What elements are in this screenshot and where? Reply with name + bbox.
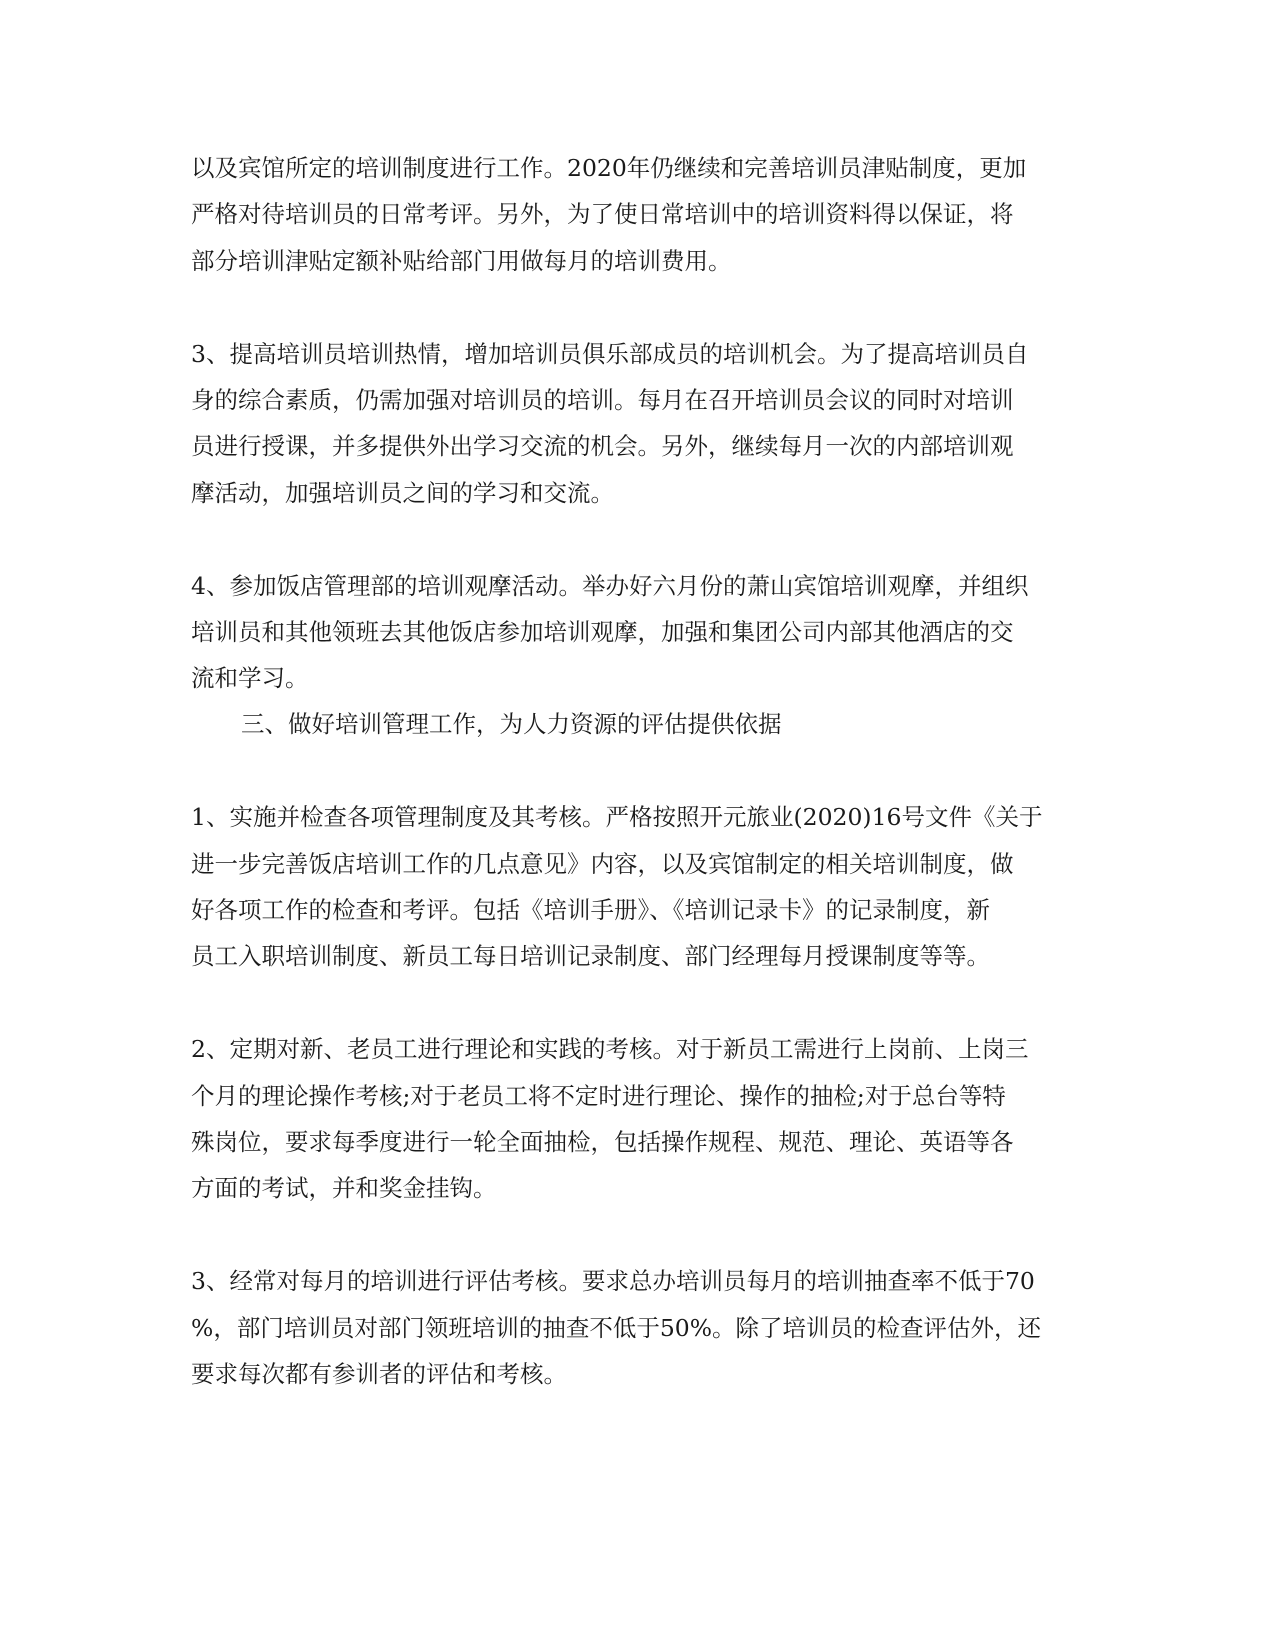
- paragraph-line: 摩活动，加强培训员之间的学习和交流。: [191, 479, 614, 507]
- paragraph-line: %，部门培训员对部门领班培训的抽查不低于50%。除了培训员的检查评估外，还: [191, 1314, 1042, 1342]
- paragraph-line: 殊岗位，要求每季度进行一轮全面抽检，包括操作规程、规范、理论、英语等各: [191, 1128, 1014, 1156]
- paragraph-line: 员工入职培训制度、新员工每日培训记录制度、部门经理每月授课制度等等。: [191, 942, 990, 970]
- paragraph-line: 方面的考试，并和奖金挂钩。: [191, 1174, 497, 1202]
- paragraph-line: 3、经常对每月的培训进行评估考核。要求总办培训员每月的培训抽查率不低于70: [191, 1267, 1035, 1295]
- paragraph-line: 培训员和其他领班去其他饭店参加培训观摩，加强和集团公司内部其他酒店的交: [191, 618, 1014, 646]
- paragraph-line: 1、实施并检查各项管理制度及其考核。严格按照开元旅业(2020)16号文件《关于: [191, 803, 1043, 831]
- paragraph-line: 流和学习。: [191, 664, 309, 692]
- paragraph-line: 进一步完善饭店培训工作的几点意见》内容，以及宾馆制定的相关培训制度，做: [191, 850, 1014, 878]
- paragraph-line: 好各项工作的检查和考评。包括《培训手册》、《培训记录卡》的记录制度，新: [191, 896, 990, 924]
- section-heading: 三、做好培训管理工作，为人力资源的评估提供依据: [241, 710, 782, 738]
- paragraph-line: 严格对待培训员的日常考评。另外，为了使日常培训中的培训资料得以保证，将: [191, 200, 1014, 228]
- paragraph-line: 部分培训津贴定额补贴给部门用做每月的培训费用。: [191, 247, 732, 275]
- paragraph-line: 4、参加饭店管理部的培训观摩活动。举办好六月份的萧山宾馆培训观摩，并组织: [191, 572, 1029, 600]
- paragraph-line: 身的综合素质，仍需加强对培训员的培训。每月在召开培训员会议的同时对培训: [191, 386, 1014, 414]
- paragraph-line: 3、提高培训员培训热情，增加培训员俱乐部成员的培训机会。为了提高培训员自: [191, 340, 1029, 368]
- paragraph-line: 2、定期对新、老员工进行理论和实践的考核。对于新员工需进行上岗前、上岗三: [191, 1035, 1029, 1063]
- paragraph-line: 员进行授课，并多提供外出学习交流的机会。另外，继续每月一次的内部培训观: [191, 432, 1014, 460]
- paragraph-line: 要求每次都有参训者的评估和考核。: [191, 1360, 567, 1388]
- paragraph-line: 个月的理论操作考核;对于老员工将不定时进行理论、操作的抽检;对于总台等特: [191, 1082, 1006, 1110]
- paragraph-line: 以及宾馆所定的培训制度进行工作。2020年仍继续和完善培训员津贴制度，更加: [191, 154, 1027, 182]
